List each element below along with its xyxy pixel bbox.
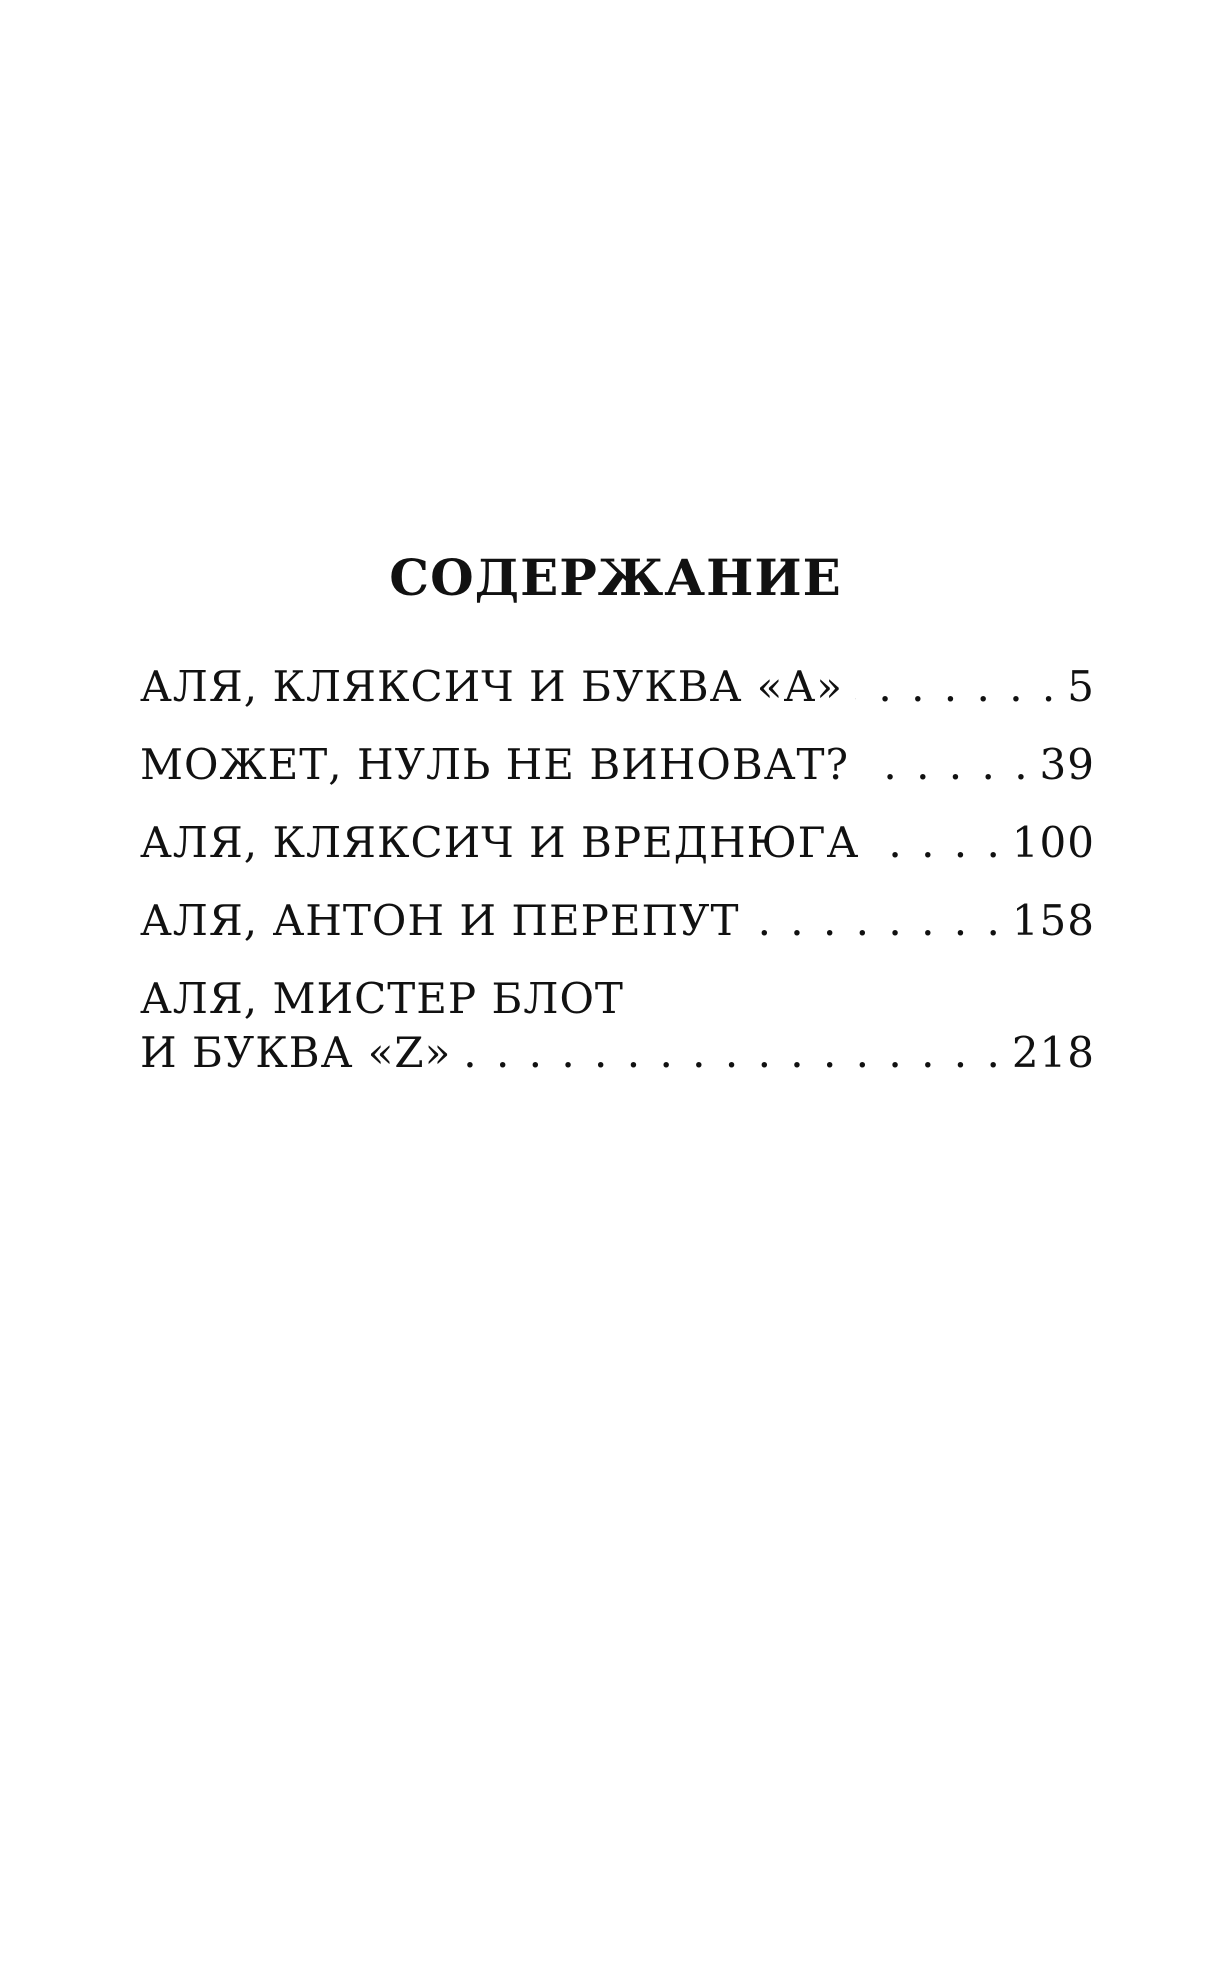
toc-page-number: 158 <box>1011 896 1095 945</box>
toc-page-number: 218 <box>1011 1028 1095 1077</box>
toc-entry <box>140 972 1095 1080</box>
toc-entry <box>140 894 1095 948</box>
dot-leader <box>463 1026 1000 1080</box>
toc-entry-title-line1: АЛЯ, МИСТЕР БЛОТ <box>140 974 624 1023</box>
toc-entry-title: АЛЯ, КЛЯКСИЧ И БУКВА «А» <box>140 662 843 711</box>
toc-entry-title: МОЖЕТ, НУЛЬ НЕ ВИНОВАТ? <box>140 740 850 789</box>
table-of-contents <box>140 660 1095 1104</box>
toc-entry-title: АЛЯ, КЛЯКСИЧ И ВРЕДНЮГА <box>140 818 860 867</box>
toc-page-number: 5 <box>1067 662 1095 711</box>
toc-entry-title: АЛЯ, АНТОН И ПЕРЕПУТ <box>140 896 740 945</box>
dot-leader <box>752 894 1000 948</box>
page-title: СОДЕРЖАНИЕ <box>389 548 842 607</box>
dot-leader <box>871 816 1000 870</box>
dot-leader <box>855 660 1055 714</box>
toc-entry <box>140 738 1095 792</box>
toc-entry <box>140 660 1095 714</box>
dot-leader <box>861 738 1027 792</box>
toc-page-number: 39 <box>1039 740 1095 789</box>
toc-entry <box>140 816 1095 870</box>
toc-page-number: 100 <box>1011 818 1095 867</box>
toc-entry-title-line2: И БУКВА «Z» <box>140 1028 452 1077</box>
